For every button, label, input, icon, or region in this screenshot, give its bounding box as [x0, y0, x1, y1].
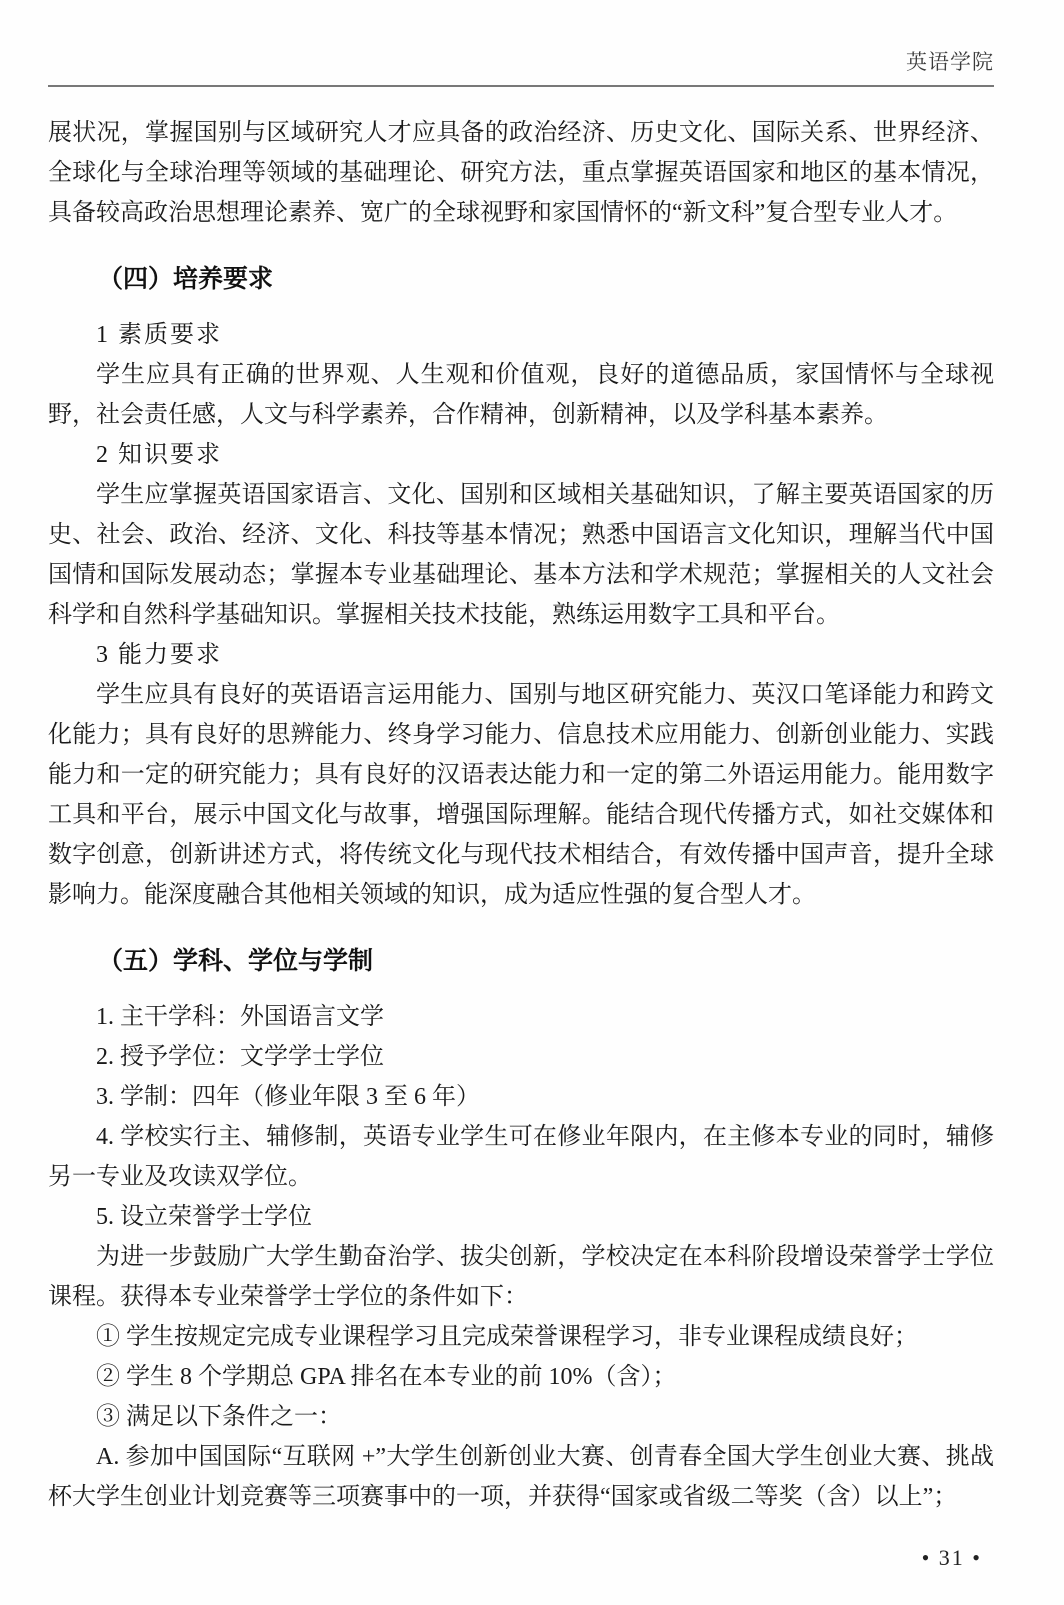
requirement-2-paragraph: 学生应掌握英语国家语言、文化、国别和区域相关基础知识，了解主要英语国家的历史、社会、政治、经济、文化、科技等基本情况；熟悉中国语言文化知识，理解当代中国国情和国际发展动态；掌握本专业基础理论、基本方法和学术规范；掌握相关的人文社会科学和自然科学基础知识。掌握相关技术技能，熟练运用数字工具和平台。 [48, 482, 994, 628]
requirement-1-subheading: 1 素质要求 [96, 322, 222, 348]
intro-paragraph: 展状况，掌握国别与区域研究人才应具备的政治经济、历史文化、国际关系、世界经济、全球化与全球治理等领域的基础理论、研究方法，重点掌握英语国家和地区的基本情况，具备较高政治思想理论素养、宽广的全球视野和家国情怀的“新文科”复合型专业人才。 [48, 120, 994, 226]
requirement-3-subheading: 3 能力要求 [96, 642, 222, 668]
honor-condition-option-a: A. 参加中国国际“互联网 +”大学生创新创业大赛、创青春全国大学生创业大赛、挑战杯大学生创业计划竞赛等三项赛事中的一项，并获得“国家或省级二等奖（含）以上”； [48, 1444, 994, 1510]
honor-intro-paragraph: 为进一步鼓励广大学生勤奋治学、拔尖创新，学校决定在本科阶段增设荣誉学士学位课程。获得本专业荣誉学士学位的条件如下： [48, 1244, 994, 1310]
section-5-item-2: 2. 授予学位：文学学士学位 [96, 1044, 384, 1070]
section-5-heading: （五）学科、学位与学制 [98, 947, 374, 975]
document-content [48, 113, 994, 1517]
requirement-2-subheading: 2 知识要求 [96, 442, 222, 468]
page-footer [922, 1545, 982, 1571]
page-header [48, 0, 994, 87]
header-college-name: 英语学院 [906, 50, 994, 74]
requirement-3-paragraph: 学生应具有良好的英语语言运用能力、国别与地区研究能力、英汉口笔译能力和跨文化能力；具有良好的思辨能力、终身学习能力、信息技术应用能力、创新创业能力、实践能力和一定的研究能力；具有良好的汉语表达能力和一定的第二外语运用能力。能用数字工具和平台，展示中国文化与故事，增强国际理解。能结合现代传播方式，如社交媒体和数字创意，创新讲述方式，将传统文化与现代技术相结合，有效传播中国声音，提升全球影响力。能深度融合其他相关领域的知识，成为适应性强的复合型人才。 [48, 682, 994, 908]
honor-condition-2: ② 学生 8 个学期总 GPA 排名在本专业的前 10%（含）； [96, 1364, 677, 1390]
section-5-item-4: 4. 学校实行主、辅修制，英语专业学生可在修业年限内，在主修本专业的同时，辅修另一专业及攻读双学位。 [48, 1124, 994, 1190]
section-5-item-3: 3. 学制：四年（修业年限 3 至 6 年） [96, 1084, 480, 1110]
honor-condition-3: ③ 满足以下条件之一： [96, 1404, 342, 1430]
requirement-1-paragraph: 学生应具有正确的世界观、人生观和价值观，良好的道德品质，家国情怀与全球视野，社会责任感，人文与科学素养，合作精神，创新精神，以及学科基本素养。 [48, 362, 994, 428]
section-5-item-1: 1. 主干学科：外国语言文学 [96, 1004, 384, 1030]
honor-condition-1: ① 学生按规定完成专业课程学习且完成荣誉课程学习，非专业课程成绩良好； [96, 1324, 918, 1350]
section-4-heading: （四）培养要求 [98, 265, 274, 293]
section-5-item-5: 5. 设立荣誉学士学位 [96, 1204, 312, 1230]
page-number: • 31 • [921, 1545, 982, 1570]
